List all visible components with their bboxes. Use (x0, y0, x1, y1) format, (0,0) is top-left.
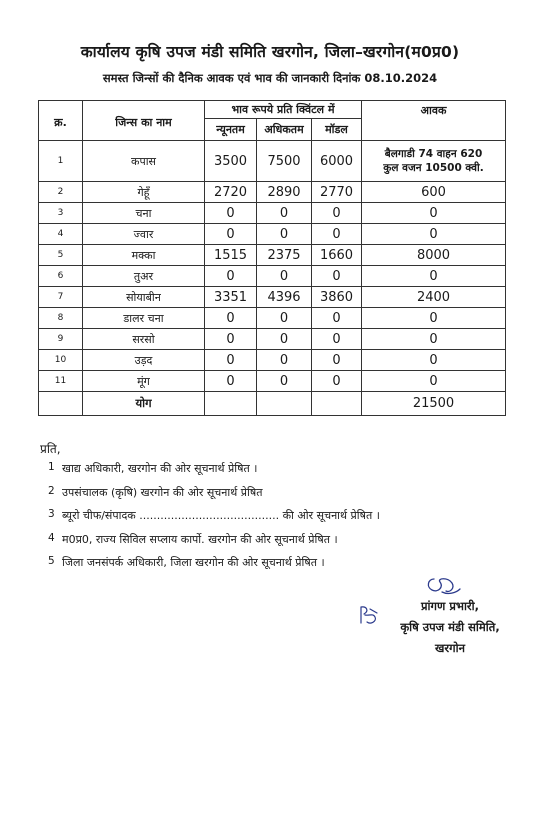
cell-arrival: 2400 (362, 287, 506, 308)
page-title: कार्यालय कृषि उपज मंडी समिति खरगोन, जिला–खरगोन(म0प्र0) (80, 43, 460, 61)
cell-crop: तुअर (83, 266, 205, 287)
cell-max: 0 (257, 266, 312, 287)
cell-max: 2375 (257, 245, 312, 266)
list-item (40, 485, 380, 509)
page-subtitle: समस्त जिन्सों की दैनिक आवक एवं भाव की जानकारी दिनांक 08.10.2024 (102, 71, 438, 85)
cell-arrival: 0 (362, 350, 506, 371)
cell-modal: 1660 (312, 245, 362, 266)
cell-max: 0 (257, 224, 312, 245)
header-min: न्यूनतम (205, 119, 257, 141)
cell-min: 0 (205, 203, 257, 224)
cell-crop: मूंग (83, 371, 205, 392)
total-label: योग (83, 392, 205, 416)
cell-arrival: 0 (362, 224, 506, 245)
cell-arrival: 0 (362, 266, 506, 287)
list-item-number: 1 (48, 461, 55, 473)
table-row (39, 329, 506, 350)
cell-arrival: 0 (362, 329, 506, 350)
cell-crop: उड़द (83, 350, 205, 371)
list-item-number: 2 (48, 484, 55, 497)
cell-arrival: 0 (362, 308, 506, 329)
cell-serial: 10 (39, 350, 83, 371)
list-item-text: म0प्र0, राज्य सिविल सप्लाय कार्पो. खरगोन की ओर सूचनार्थ प्रेषित । (62, 532, 338, 546)
cell-min: 0 (205, 266, 257, 287)
cell-min: 0 (205, 329, 257, 350)
header-modal: मॉडल (312, 119, 362, 141)
cell-min: 2720 (205, 182, 257, 203)
cell-min: 3500 (205, 141, 257, 182)
table-row (39, 141, 506, 182)
cell-modal: 0 (312, 329, 362, 350)
table-row (39, 224, 506, 245)
cell-empty (257, 392, 312, 416)
list-item-text: जिला जनसंपर्क अधिकारी, जिला खरगोन की ओर सूचनार्थ प्रेषित । (62, 556, 325, 569)
cell-crop: कपास (83, 141, 205, 182)
copies-heading: प्रति, (40, 442, 61, 456)
cell-serial: 4 (39, 224, 83, 245)
cell-modal: 3860 (312, 287, 362, 308)
table-row (39, 308, 506, 329)
cell-serial: 2 (39, 182, 83, 203)
list-item (40, 532, 380, 556)
cell-crop: गेहूँ (83, 182, 205, 203)
cell-serial: 7 (39, 287, 83, 308)
cell-crop: डालर चना (83, 308, 205, 329)
cell-max: 0 (257, 203, 312, 224)
table-row (39, 350, 506, 371)
cell-serial: 11 (39, 371, 83, 392)
cell-empty (39, 392, 83, 416)
cell-min: 0 (205, 308, 257, 329)
total-arrival: 21500 (362, 392, 506, 416)
cell-modal: 0 (312, 266, 362, 287)
cell-max: 7500 (257, 141, 312, 182)
cell-arrival: 600 (362, 182, 506, 203)
cell-min: 0 (205, 371, 257, 392)
cell-max: 0 (257, 329, 312, 350)
table-row (39, 182, 506, 203)
cell-modal: 0 (312, 371, 362, 392)
cell-max: 4396 (257, 287, 312, 308)
table-row (39, 287, 506, 308)
arrival-weight: कुल वजन 10500 क्वी. (383, 162, 484, 174)
cell-arrival: 8000 (362, 245, 506, 266)
table-row (39, 371, 506, 392)
cell-arrival: 0 (362, 203, 506, 224)
copies-list (40, 461, 380, 579)
cell-modal: 6000 (312, 141, 362, 182)
header-arrival: आवक (362, 101, 506, 141)
cell-empty (205, 392, 257, 416)
cell-modal: 0 (312, 224, 362, 245)
signatory-office: कृषि उपज मंडी समिति, (400, 620, 500, 634)
cell-arrival (362, 141, 506, 182)
cell-min: 0 (205, 350, 257, 371)
table-row (39, 266, 506, 287)
signatory-designation: प्रांगण प्रभारी, (421, 599, 479, 613)
signatory-place: खरगोन (435, 641, 465, 655)
cell-modal: 0 (312, 350, 362, 371)
cell-crop: सरसो (83, 329, 205, 350)
table-row (39, 203, 506, 224)
cell-crop: सोयाबीन (83, 287, 205, 308)
cell-crop: ज्वार (83, 224, 205, 245)
cell-arrival: 0 (362, 371, 506, 392)
header-price-group: भाव रूपये प्रति क्विंटल में (205, 101, 362, 119)
signatory-block (375, 596, 525, 659)
list-item-text: ब्यूरो चीफ/संपादक ........................................ की ओर सूचनार्थ प्रेषित । (62, 509, 380, 522)
cell-crop: चना (83, 203, 205, 224)
cell-modal: 0 (312, 203, 362, 224)
cell-serial: 8 (39, 308, 83, 329)
cell-serial: 6 (39, 266, 83, 287)
cell-min: 1515 (205, 245, 257, 266)
cell-serial: 9 (39, 329, 83, 350)
cell-min: 0 (205, 224, 257, 245)
arrival-vehicles: बैलगाडी 74 वाहन 620 (384, 148, 483, 160)
header-crop: जिन्स का नाम (83, 101, 205, 141)
cell-max: 2890 (257, 182, 312, 203)
cell-serial: 5 (39, 245, 83, 266)
table-row (39, 245, 506, 266)
list-item (40, 555, 380, 579)
cell-crop: मक्का (83, 245, 205, 266)
list-item-text: उपसंचालक (कृषि) खरगोन की ओर सूचनार्थ प्रेषित (62, 485, 263, 499)
cell-min: 3351 (205, 287, 257, 308)
list-item (40, 508, 380, 532)
list-item-number: 3 (48, 508, 55, 520)
header-max: अधिकतम (257, 119, 312, 141)
cell-modal: 0 (312, 308, 362, 329)
rates-table (38, 100, 506, 416)
list-item-number: 4 (48, 531, 55, 544)
cell-modal: 2770 (312, 182, 362, 203)
cell-empty (312, 392, 362, 416)
cell-serial: 1 (39, 141, 83, 182)
copies-section (40, 440, 380, 579)
header-serial: क्र. (39, 101, 83, 141)
cell-serial: 3 (39, 203, 83, 224)
list-item (40, 461, 380, 485)
list-item-text: खाद्य अधिकारी, खरगोन की ओर सूचनार्थ प्रेषित । (62, 462, 258, 475)
total-row (39, 392, 506, 416)
cell-max: 0 (257, 350, 312, 371)
cell-max: 0 (257, 371, 312, 392)
cell-max: 0 (257, 308, 312, 329)
list-item-number: 5 (48, 555, 55, 567)
